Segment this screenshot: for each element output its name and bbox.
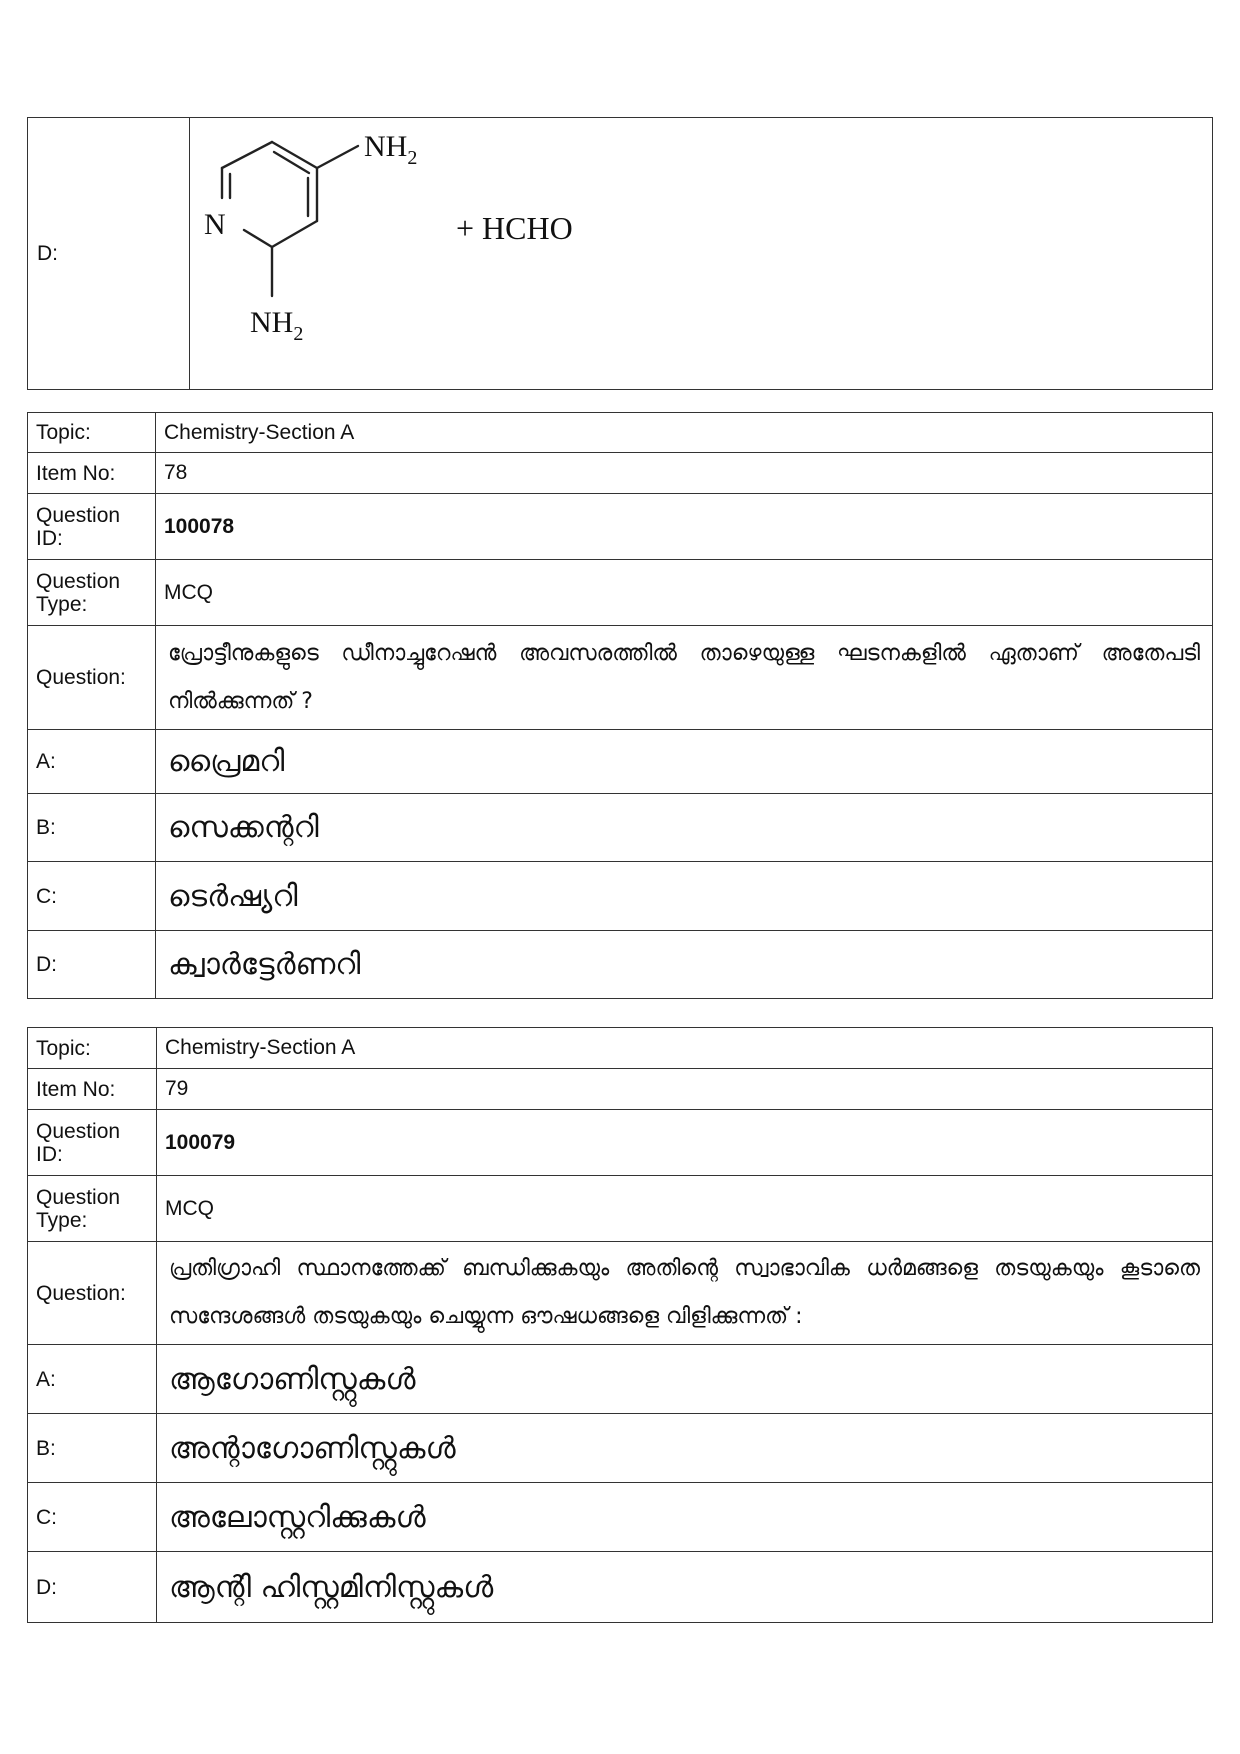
option-text: ക്വാർട്ടേർണറി — [156, 931, 1213, 999]
question-text: പ്രതിഗ്രാഹി സ്ഥാനത്തേക്ക് ബന്ധിക്കുകയും അതിന്റെ സ്വാഭാവിക ധർമങ്ങളെ തടയുകയും കൂടാതെ സന്ദേശങ്ങൾ തടയുകയും ചെയ്യുന്ന ഔഷധങ്ങളെ വിളിക്കുന്നത് : — [157, 1242, 1213, 1345]
option-label: A: — [28, 730, 156, 794]
option-label: D: — [28, 1552, 157, 1623]
item-no-label: Item No: — [28, 1069, 157, 1110]
question-table-78 — [27, 412, 1213, 999]
question-type-row — [28, 1176, 1213, 1242]
ring-nitrogen-label: N — [204, 208, 226, 241]
topic-label: Topic: — [28, 413, 156, 453]
question-id-value: 100078 — [156, 494, 1213, 560]
option-structure-cell — [190, 118, 1213, 390]
topic-row — [28, 1028, 1213, 1069]
question-id-row — [28, 494, 1213, 560]
question-id-row — [28, 1110, 1213, 1176]
topic-label: Topic: — [28, 1028, 157, 1069]
option-label: D: — [28, 931, 156, 999]
option-text: ടെർഷ്യറി — [156, 862, 1213, 931]
item-no-row — [28, 1069, 1213, 1110]
option-row — [28, 794, 1213, 862]
question-text: പ്രോട്ടീനുകളുടെ ഡീനാച്ചുറേഷൻ അവസരത്തിൽ താഴെയുള്ള ഘടനകളിൽ ഏതാണ് അതേപടി നിൽക്കുന്നത് ? — [156, 626, 1213, 730]
diaminopyridine-structure — [190, 118, 1210, 384]
question-label: Question: — [28, 626, 156, 730]
option-text: അലോസ്റ്ററിക്കുകൾ — [157, 1483, 1213, 1552]
question-type-value: MCQ — [156, 560, 1213, 626]
question-type-row — [28, 560, 1213, 626]
question-type-value: MCQ — [157, 1176, 1213, 1242]
item-no-value: 79 — [157, 1069, 1213, 1110]
bottom-amine-label: $NH_2$ — [250, 306, 304, 345]
topic-value: Chemistry-Section A — [156, 413, 1213, 453]
option-text: ആന്റി ഹിസ്റ്റമിനിസ്റ്റുകൾ — [157, 1552, 1213, 1623]
topic-row — [28, 413, 1213, 453]
option-label: C: — [28, 862, 156, 931]
question-type-label: Question Type: — [28, 560, 156, 626]
question-label: Question: — [28, 1242, 157, 1345]
option-label: B: — [28, 794, 156, 862]
question-id-label: Question ID: — [28, 494, 156, 560]
option-row — [28, 862, 1213, 931]
question-row — [28, 1242, 1213, 1345]
option-label: A: — [28, 1345, 157, 1414]
option-row — [28, 1414, 1213, 1483]
option-label: D: — [28, 118, 190, 390]
item-no-value: 78 — [156, 453, 1213, 494]
option-row — [28, 118, 1213, 390]
option-text: അന്റാഗോണിസ്റ്റുകൾ — [157, 1414, 1213, 1483]
previous-option-table — [27, 117, 1213, 390]
option-row — [28, 1345, 1213, 1414]
reagent-label: + HCHO — [456, 210, 573, 246]
question-id-value: 100079 — [157, 1110, 1213, 1176]
option-row — [28, 730, 1213, 794]
question-row — [28, 626, 1213, 730]
option-text: ആഗോണിസ്റ്റുകൾ — [157, 1345, 1213, 1414]
option-text: പ്രൈമറി — [156, 730, 1213, 794]
top-amine-label: $NH_2$ — [364, 130, 418, 169]
question-type-label: Question Type: — [28, 1176, 157, 1242]
option-label: B: — [28, 1414, 157, 1483]
question-table-79 — [27, 1027, 1213, 1623]
option-row — [28, 1483, 1213, 1552]
topic-value: Chemistry-Section A — [157, 1028, 1213, 1069]
option-row — [28, 931, 1213, 999]
question-id-label: Question ID: — [28, 1110, 157, 1176]
item-no-row — [28, 453, 1213, 494]
option-label: C: — [28, 1483, 157, 1552]
option-row — [28, 1552, 1213, 1623]
item-no-label: Item No: — [28, 453, 156, 494]
option-text: സെക്കന്ററി — [156, 794, 1213, 862]
